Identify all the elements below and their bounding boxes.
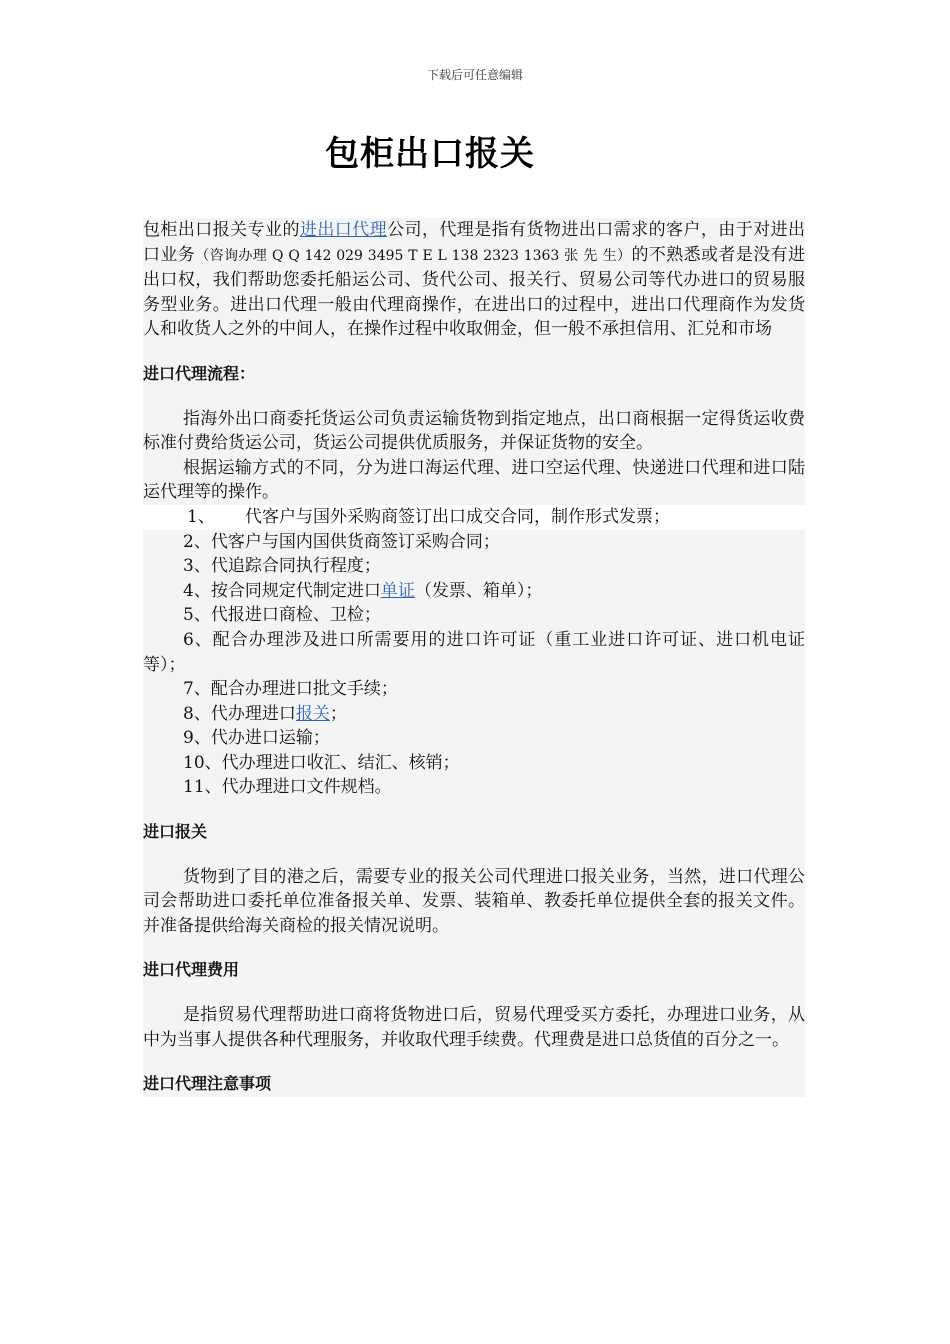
list-text: 配合办理进口批文手续； bbox=[210, 679, 398, 700]
intro-block bbox=[143, 218, 805, 505]
intro-text-tail: 的不熟悉或者是没有进出口权，我们帮助您委托船运公司、货代公司、报关行、贸易公司等代办进口的贸易服务型业务。进出口代理一般由代理商操作，在进出口的过程中，进出口代理商作为发货人和收货人之外的中间人，在操作过程中收取佣金，但一般不承担信用、汇兑和市场 bbox=[143, 244, 806, 340]
list-text: 配合办理涉及进口所需要用的进口许可证（重工业进口许可证、进口机电证等）； bbox=[143, 629, 806, 675]
documents-link[interactable]: 单证 bbox=[380, 580, 415, 601]
list-number: 8、 bbox=[183, 703, 211, 724]
list-text: 代客户与国外采购商签订出口成交合同，制作形式发票； bbox=[245, 506, 670, 527]
list-item bbox=[143, 677, 805, 702]
steps-block bbox=[143, 530, 805, 1097]
document-body bbox=[143, 218, 805, 1097]
list-number: 11、 bbox=[183, 777, 222, 798]
list-text: 代办进口运输； bbox=[210, 728, 330, 749]
section-heading-process: 进口代理流程： bbox=[143, 363, 256, 383]
list-text: ； bbox=[329, 703, 347, 724]
intro-text-before-link: 包柜出口报关专业的 bbox=[143, 220, 300, 240]
list-item bbox=[143, 554, 805, 579]
list-item bbox=[143, 775, 805, 800]
list-number: 5、 bbox=[183, 605, 211, 626]
intro-paragraph bbox=[143, 218, 805, 342]
list-item bbox=[143, 628, 805, 677]
section-heading-fees: 进口代理费用 bbox=[143, 960, 240, 980]
process-paragraph-2: 根据运输方式的不同，分为进口海运代理、进口空运代理、快递进口代理和进口陆运代理等的操作。 bbox=[143, 457, 805, 503]
intro-text-after-link: 公司，代理是指有货物进出口需求的客户，由于对进出口业务 bbox=[143, 220, 806, 265]
list-text: 代客户与国内国供货商签订采购合同； bbox=[210, 531, 500, 552]
list-number: 3、 bbox=[183, 556, 211, 577]
section-heading-notes: 进口代理注意事项 bbox=[143, 1074, 272, 1094]
list-text: 代办理进口文件规档。 bbox=[221, 777, 392, 798]
list-number: 1、 bbox=[187, 506, 215, 527]
list-item bbox=[143, 702, 805, 727]
list-text: 代追踪合同执行程度； bbox=[210, 556, 381, 577]
document-title: 包柜出口报关 bbox=[325, 134, 535, 174]
header-note: 下载后可任意编辑 bbox=[426, 68, 523, 82]
list-text: （发票、箱单）； bbox=[414, 580, 543, 601]
process-paragraph-1: 指海外出口商委托货运公司负责运输货物到指定地点，出口商根据一定得货运收费标准付费给货运公司，货运公司提供优质服务，并保证货物的安全。 bbox=[143, 408, 805, 454]
list-text: 代报进口商检、卫检； bbox=[210, 605, 381, 626]
fees-paragraph: 是指贸易代理帮助进口商将货物进口后，贸易代理受买方委托，办理进口业务，从中为当事人提供各种代理服务，并收取代理手续费。代理费是进口总货值的百分之一。 bbox=[143, 1005, 805, 1050]
list-item bbox=[143, 603, 805, 628]
list-text: 代办理进口 bbox=[210, 703, 296, 724]
list-item bbox=[143, 726, 805, 751]
import-export-agent-link[interactable]: 进出口代理 bbox=[299, 220, 388, 240]
list-text: 代办理进口收汇、结汇、核销； bbox=[221, 752, 460, 773]
list-number: 10、 bbox=[183, 752, 222, 773]
list-text: 按合同规定代制定进口 bbox=[210, 580, 381, 601]
list-item bbox=[143, 579, 805, 604]
list-item bbox=[143, 530, 805, 555]
list-number: 2、 bbox=[183, 531, 211, 552]
customs-paragraph: 货物到了目的港之后，需要专业的报关公司代理进口报关业务，当然，进口代理公司会帮助进口委托单位准备报关单、发票、装箱单、教委托单位提供全套的报关文件。并准备提供给海关商检的报关情况说明。 bbox=[143, 866, 805, 936]
list-item bbox=[143, 505, 805, 530]
list-number: 4、 bbox=[183, 580, 211, 601]
contact-info: （咨询办理 Q Q 142 029 3495 T E L 138 2323 1363 张 先 生） bbox=[195, 247, 632, 264]
list-number: 9、 bbox=[183, 728, 211, 749]
section-heading-customs: 进口报关 bbox=[143, 822, 208, 842]
list-number: 7、 bbox=[183, 679, 211, 700]
list-number: 6、 bbox=[183, 629, 213, 650]
customs-declaration-link[interactable]: 报关 bbox=[295, 703, 330, 724]
list-item bbox=[143, 751, 805, 776]
